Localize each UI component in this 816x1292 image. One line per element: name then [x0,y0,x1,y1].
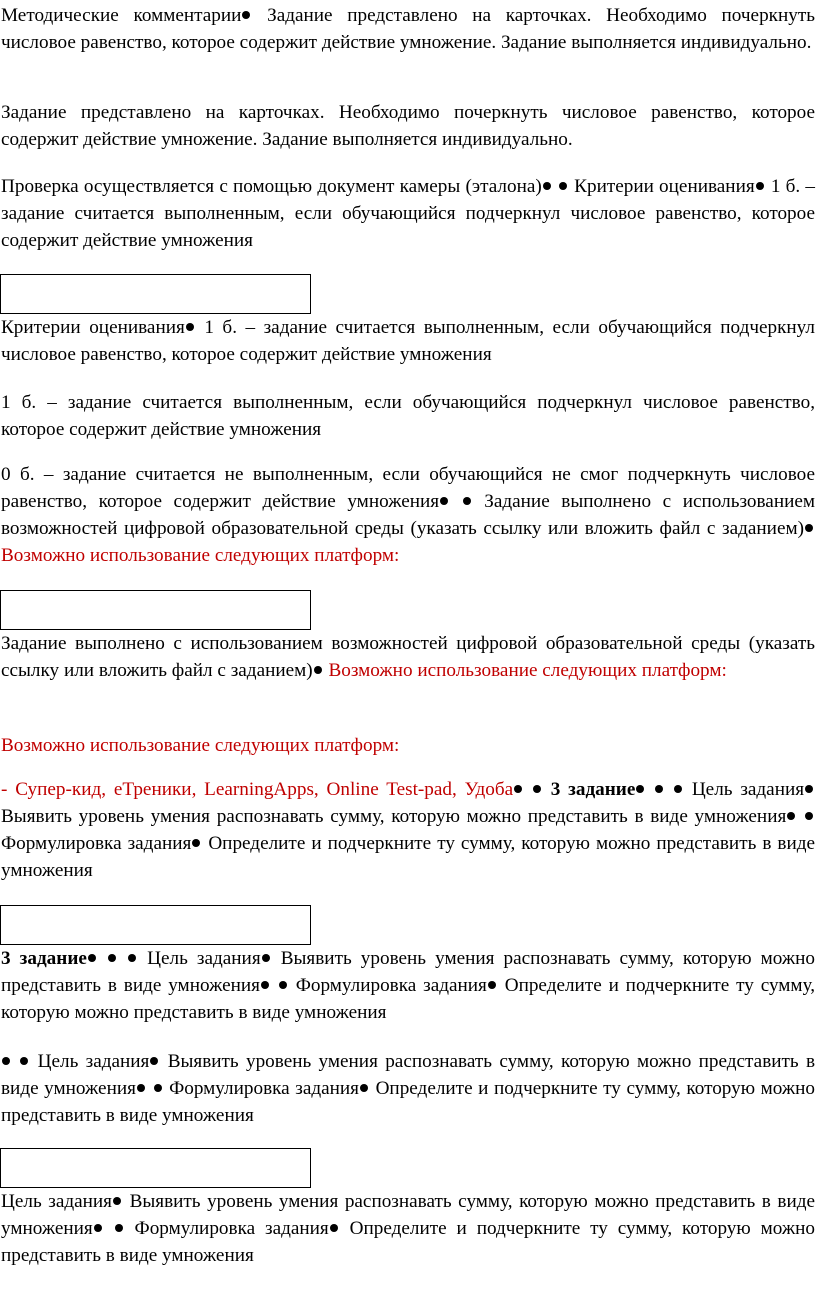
bullet-dot-icon [756,182,764,190]
text: Цель задания [37,1051,150,1072]
text: Проверка осуществляется с помощью документ камеры (эталона) [1,176,542,197]
paragraph-task-description [1,99,815,153]
text: Выявить уровень умения распознавать сумму, которую можно представить в виде умножения [1,1191,816,1239]
text-red: Возможно использование следующих платформ: [328,660,727,681]
text: Критерии оценивания [574,176,755,197]
text: Задание представлено на карточках. Необходимо почеркнуть числовое равенство, которое содержит действие умножение. Задание выполняется индивидуально. [1,102,815,150]
bullet-dot-icon [261,981,269,989]
paragraph-score-1 [1,389,815,443]
bullet-dot-icon [463,497,471,505]
bullet-dot-icon [533,785,541,793]
text: Формулировка задания [169,1078,359,1099]
bullet-dot-icon [108,954,116,962]
bullet-dot-icon [488,981,496,989]
paragraph-criteria [1,314,815,368]
bullet-dot-icon [192,839,200,847]
bullet-dot-icon [88,954,96,962]
bullet-dot-icon [330,1224,338,1232]
bullet-dot-icon [242,11,250,19]
text: 0 б. – задание считается не выполненным, если обучающийся не смог подчеркнуть числовое равенство, которое содержит действие умножения [1,464,815,512]
text: 1 б. – задание считается выполненным, если обучающийся подчеркнул числовое равенство, которое содержит действие умножения [1,392,815,440]
bullet-dot-icon [279,981,287,989]
text: Формулировка задания [1,833,192,854]
bullet-dot-icon [154,1084,162,1092]
paragraph-platforms-heading [1,732,815,759]
text: Выявить уровень умения распознавать сумму, которую можно представить в виде умножения [1,948,816,996]
empty-frame-box [0,1148,311,1188]
bullet-dot-icon [186,323,194,331]
paragraph-verification [1,173,815,254]
bullet-dot-icon [559,182,567,190]
text: Задание представлено на карточках. Необходимо почеркнуть числовое равенство, которое содержит действие умножение. Задание выполняется индивидуально. [1,5,815,53]
bullet-dot-icon [113,1197,121,1205]
paragraph-score-0 [1,461,815,569]
text-red: - Супер-кид, еТреники, LearningApps, Online Test-pad, Удоба [1,779,514,800]
empty-frame-box [0,274,311,314]
paragraph-platforms-list [1,776,815,884]
bullet-dot-icon [262,954,270,962]
bullet-dot-icon [20,1057,28,1065]
bullet-dot-icon [805,812,813,820]
paragraph-digital-environment [1,630,815,684]
text: Формулировка задания [134,1218,329,1239]
paragraph-task-goal-repeat [1,1188,815,1269]
text-red: Возможно использование следующих платформ: [1,545,400,566]
bullet-dot-icon [674,785,682,793]
text: 1 б. – задание считается выполненным, если обучающийся подчеркнул числовое равенство, которое содержит действие умножения [1,176,816,251]
paragraph-task-3 [1,945,815,1026]
text-bold: 3 задание [1,948,87,969]
text: Задание выполнено с использованием возможностей цифровой образовательной среды (указать ссылку или вложить файл с заданием) [1,633,815,681]
bullet-dot-icon [787,812,795,820]
bullet-dot-icon [636,785,644,793]
bullet-dot-icon [137,1084,145,1092]
bullet-dot-icon [543,182,551,190]
bullet-dot-icon [805,524,813,532]
bullet-dot-icon [360,1084,368,1092]
bullet-dot-icon [128,954,136,962]
text: Формулировка задания [295,975,487,996]
text: Выявить уровень умения распознавать сумму, которую можно представить в виде умножения [1,1051,816,1099]
paragraph-task-goal [1,1048,815,1129]
bullet-dot-icon [2,1057,10,1065]
text: Критерии оценивания [1,317,185,338]
empty-frame-box [0,905,311,945]
text: Задание выполнено с использованием возможностей цифровой образовательной среды (указать ссылку или вложить файл с заданием) [1,491,816,539]
text: Методические комментарии [1,5,242,26]
text: Определите и подчеркните ту сумму, которую можно представить в виде умножения [1,1218,815,1266]
text: 1 б. – задание считается выполненным, если обучающийся подчеркнул числовое равенство, которое содержит действие умножения [1,317,816,365]
bullet-dot-icon [94,1224,102,1232]
text: Определите и подчеркните ту сумму, которую можно представить в виде умножения [1,975,816,1023]
text-red: Возможно использование следующих платформ: [1,735,400,756]
empty-frame-box [0,590,311,630]
paragraph-methodical-comments [1,2,815,56]
text: Определите и подчеркните ту сумму, которую можно представить в виде умножения [1,1078,816,1126]
text: Определите и подчеркните ту сумму, которую можно представить в виде умножения [1,833,815,881]
text: Цель задания [1,1191,112,1212]
bullet-dot-icon [115,1224,123,1232]
bullet-dot-icon [440,497,448,505]
bullet-dot-icon [314,666,322,674]
text-bold: 3 задание [550,779,636,800]
text: Цель задания [147,948,261,969]
bullet-dot-icon [150,1057,158,1065]
bullet-dot-icon [514,785,522,793]
text: Выявить уровень умения распознавать сумму, которую можно представить в виде умножения [1,806,787,827]
bullet-dot-icon [655,785,663,793]
bullet-dot-icon [805,785,813,793]
text: Цель задания [691,779,805,800]
